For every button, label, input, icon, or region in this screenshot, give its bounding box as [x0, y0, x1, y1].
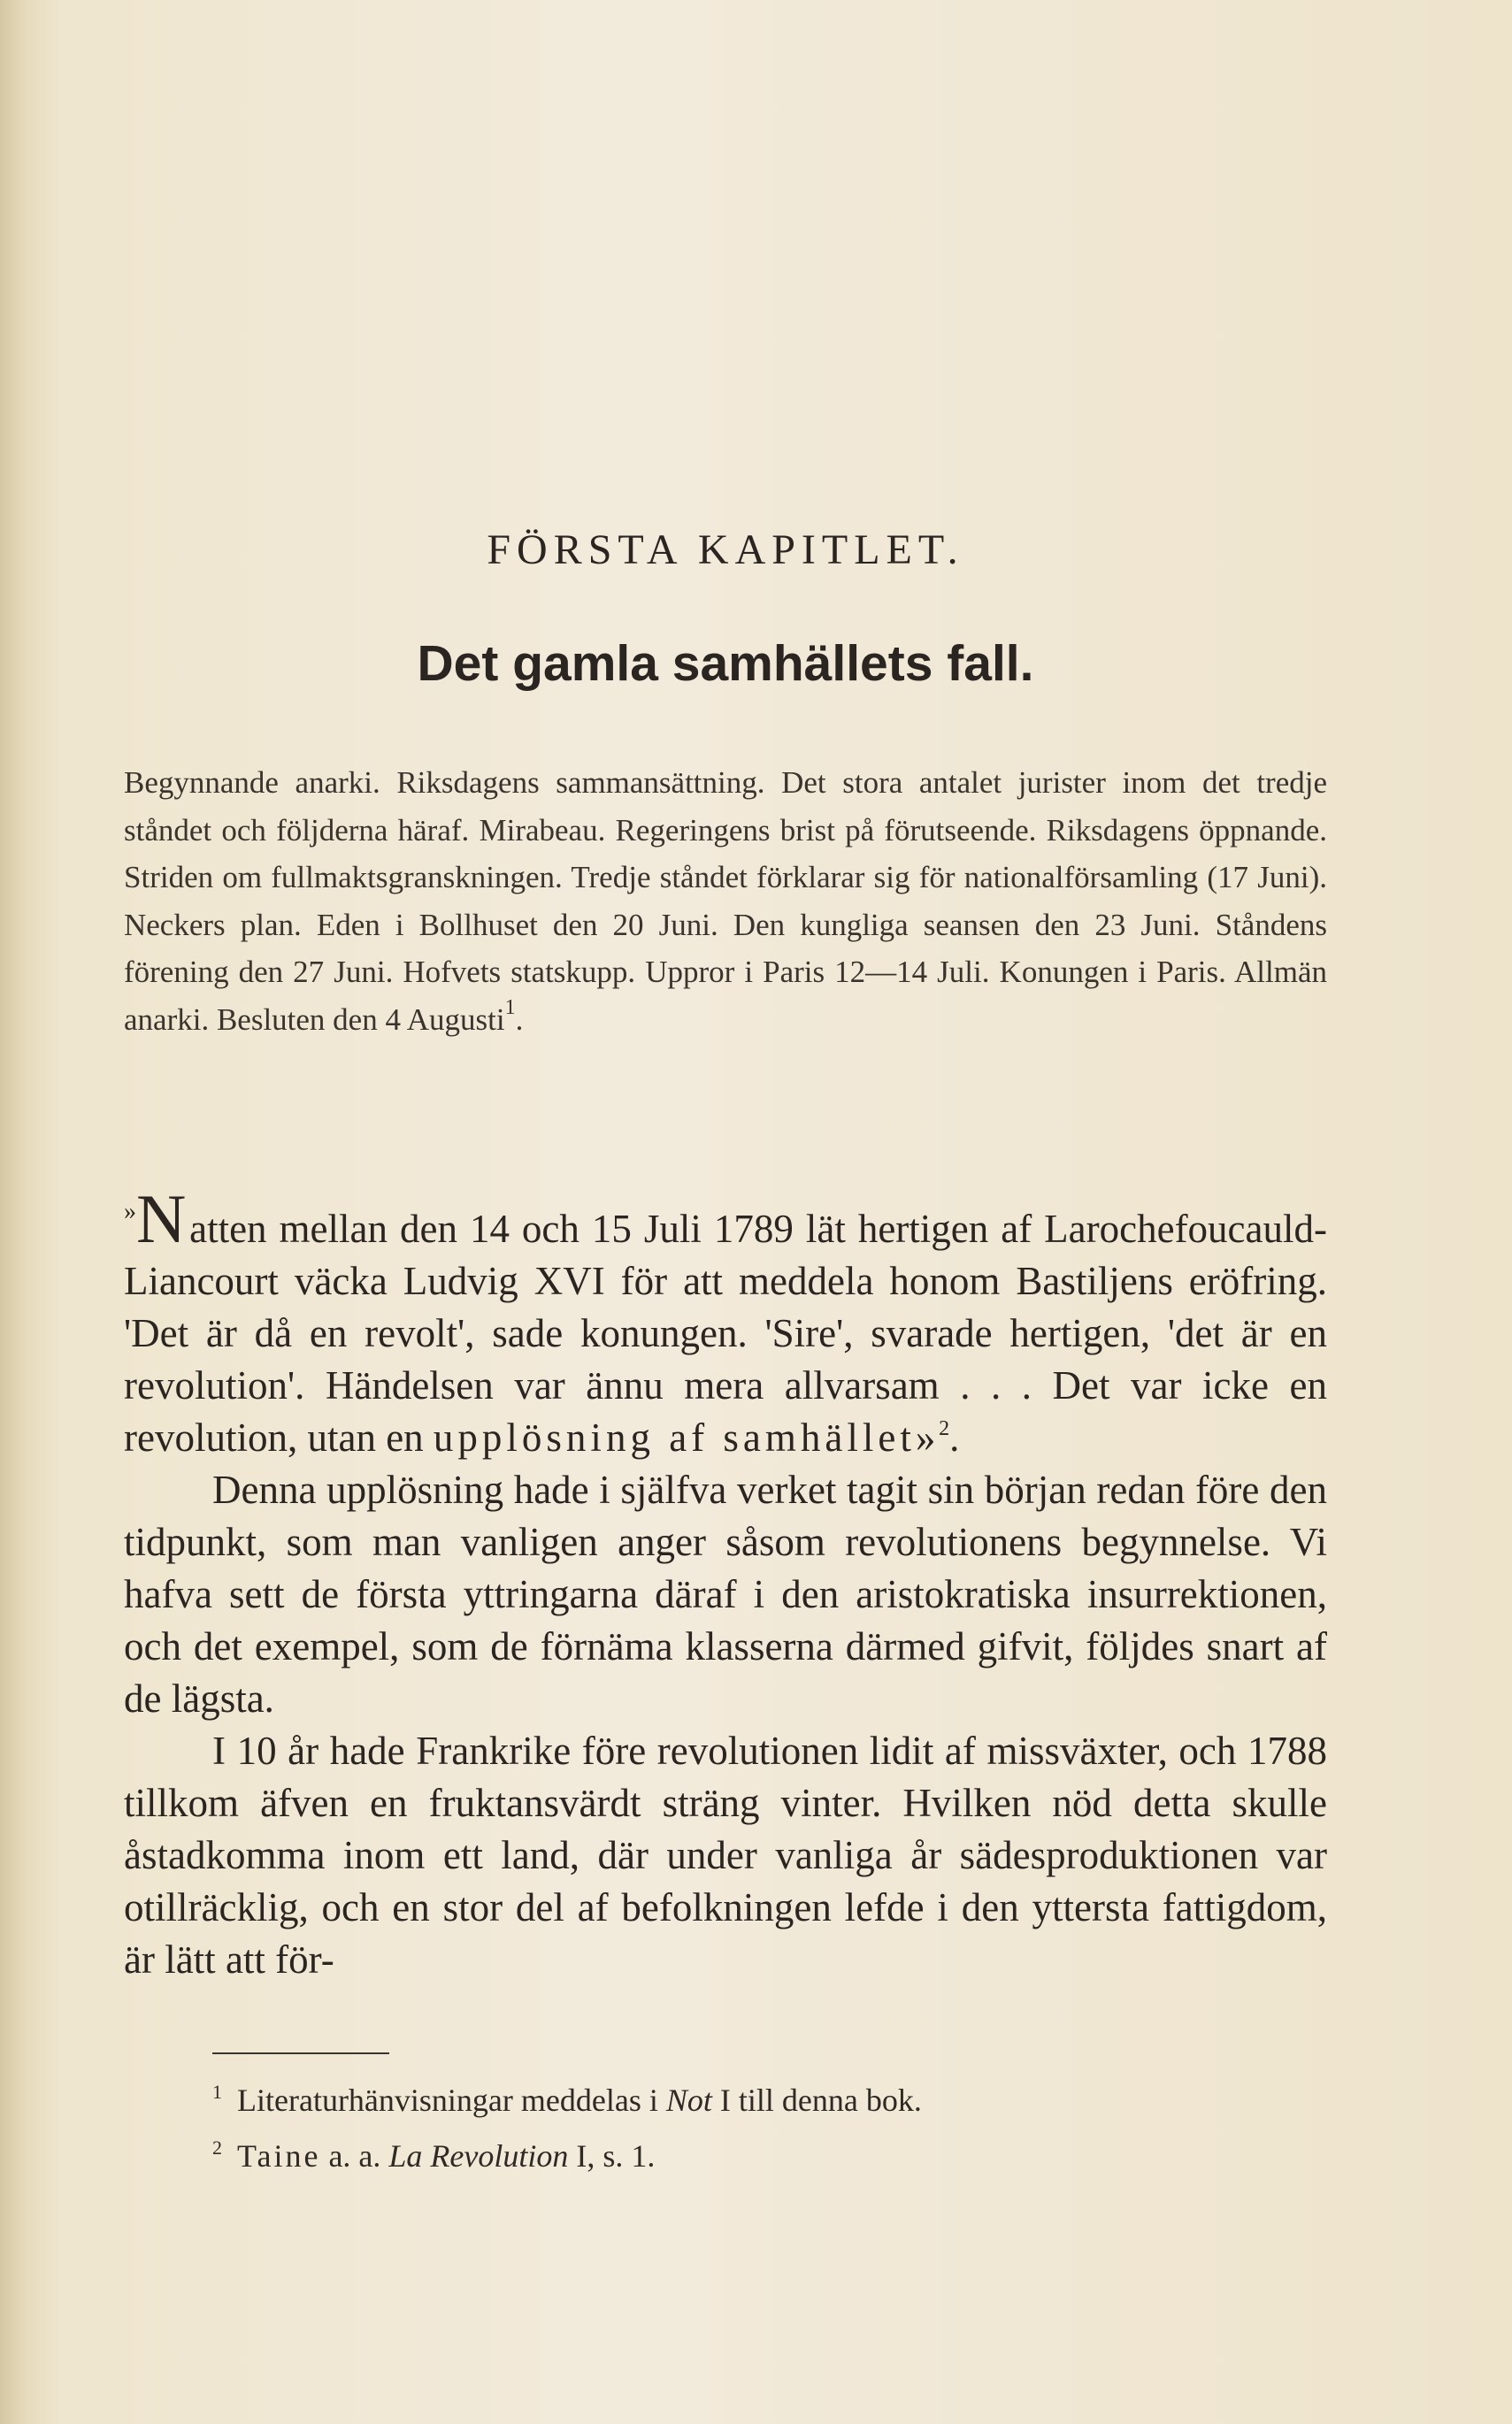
paragraph-1-text: atten mellan den 14 och 15 Juli 1789 lät hertigen af Larochefoucauld-Liancourt väcka Ludvig XVI för att meddela honom Bastiljens eröfring. 'Det är då en revolt', sade konungen. 'Sire', svarade hertigen, 'det är en revolution'. Händelsen var ännu mera allvarsam . . . Det var icke en revolution, utan en [124, 1207, 1327, 1460]
footnote-1 [212, 2068, 1327, 2124]
summary-text: Begynnande anarki. Riksdagens sammansättning. Det stora antalet jurister inom det tredje ståndet och följderna häraf. Mirabeau. Regeringens brist på förutseende. Riksdagens öppnande. Striden om fullmaktsgranskningen. Tredje ståndet förklarar sig för nationalförsamling (17 Juni). Neckers plan. Eden i Bollhuset den 20 Juni. Den kungliga seansen den 23 Juni. Ståndens förening den 27 Juni. Hofvets statskupp. Uppror i Paris 12—14 Juli. Konungen i Paris. Allmän anarki. Besluten den 4 Augusti [124, 765, 1327, 1037]
paragraph-2: Denna upplösning hade i själfva verket tagit sin början redan före den tidpunkt, som man vanligen anger såsom revolutionens begynnelse. Vi hafva sett de första yttringarna däraf i den aristokratiska insurrektionen, och det exempel, som de förnäma klasserna därmed gifvit, följdes snart af de lägsta. [124, 1468, 1327, 1721]
paragraph-1-end: . [949, 1415, 960, 1460]
footnote-ref-2: 2 [939, 1417, 950, 1440]
chapter-summary: Begynnande anarki. Riksdagens sammansättning. Det stora antalet jurister inom det tredje ståndet och följderna häraf. Mirabeau. Regeringens brist på förutseende. Riksdagens öppnande. Striden om fullmaktsgranskningen. Tredje ståndet förklarar sig för nationalförsamling (17 Juni). Neckers plan. Eden i Bollhuset den 20 Juni. Den kungliga seansen den 23 Juni. Ståndens förening den 27 Juni. Hofvets statskupp. Uppror i Paris 12—14 Juli. Konungen i Paris. Allmän anarki. Besluten den 4 Augusti$^1$. [124, 765, 1327, 1037]
footnote-2-number: 2 [212, 2136, 222, 2159]
footnote-2-text-b: I, s. 1. [576, 2138, 656, 2174]
footnote-divider [212, 2052, 389, 2054]
paragraph-3: I 10 år hade Frankrike före revolutionen lidit af missväxter, och 1788 tillkom äfven en fruktansvärdt sträng vinter. Hvilken nöd detta skulle åstadkomma inom ett land, där under vanliga år sädesproduktionen var otillräcklig, och en stor del af befolkningen lefde i den yttersta fattigdom, är lätt att för- [124, 1729, 1327, 1982]
footnotes [212, 2068, 1327, 2180]
chapter-title: Det gamla samhällets fall. [417, 635, 1034, 692]
footnote-2-text-a: a. a. [328, 2138, 381, 2174]
footnote-1-text-b: I till denna bok. [719, 2083, 922, 2118]
page-content [124, 0, 1327, 2424]
body-text [124, 1180, 1327, 1986]
closing-quote: » [915, 1415, 936, 1460]
opening-quote: » [124, 1198, 136, 1225]
footnote-2-author: Taine [237, 2138, 321, 2174]
footnote-1-text-a: Literaturhänvisningar meddelas i [237, 2083, 658, 2118]
footnote-1-number: 1 [212, 2081, 222, 2103]
footnote-1-italic: Not [665, 2083, 712, 2118]
paragraph-1 [124, 1180, 1327, 1464]
footnote-2-italic: La Revolution [388, 2138, 569, 2174]
emphasis-text: upplösning af samhället [433, 1415, 916, 1460]
initial-letter: N [136, 1180, 187, 1257]
chapter-label: FÖRSTA KAPITLET. [487, 526, 964, 573]
footnote-2 [212, 2124, 1327, 2180]
footnote-ref-1: 1 [504, 995, 516, 1019]
